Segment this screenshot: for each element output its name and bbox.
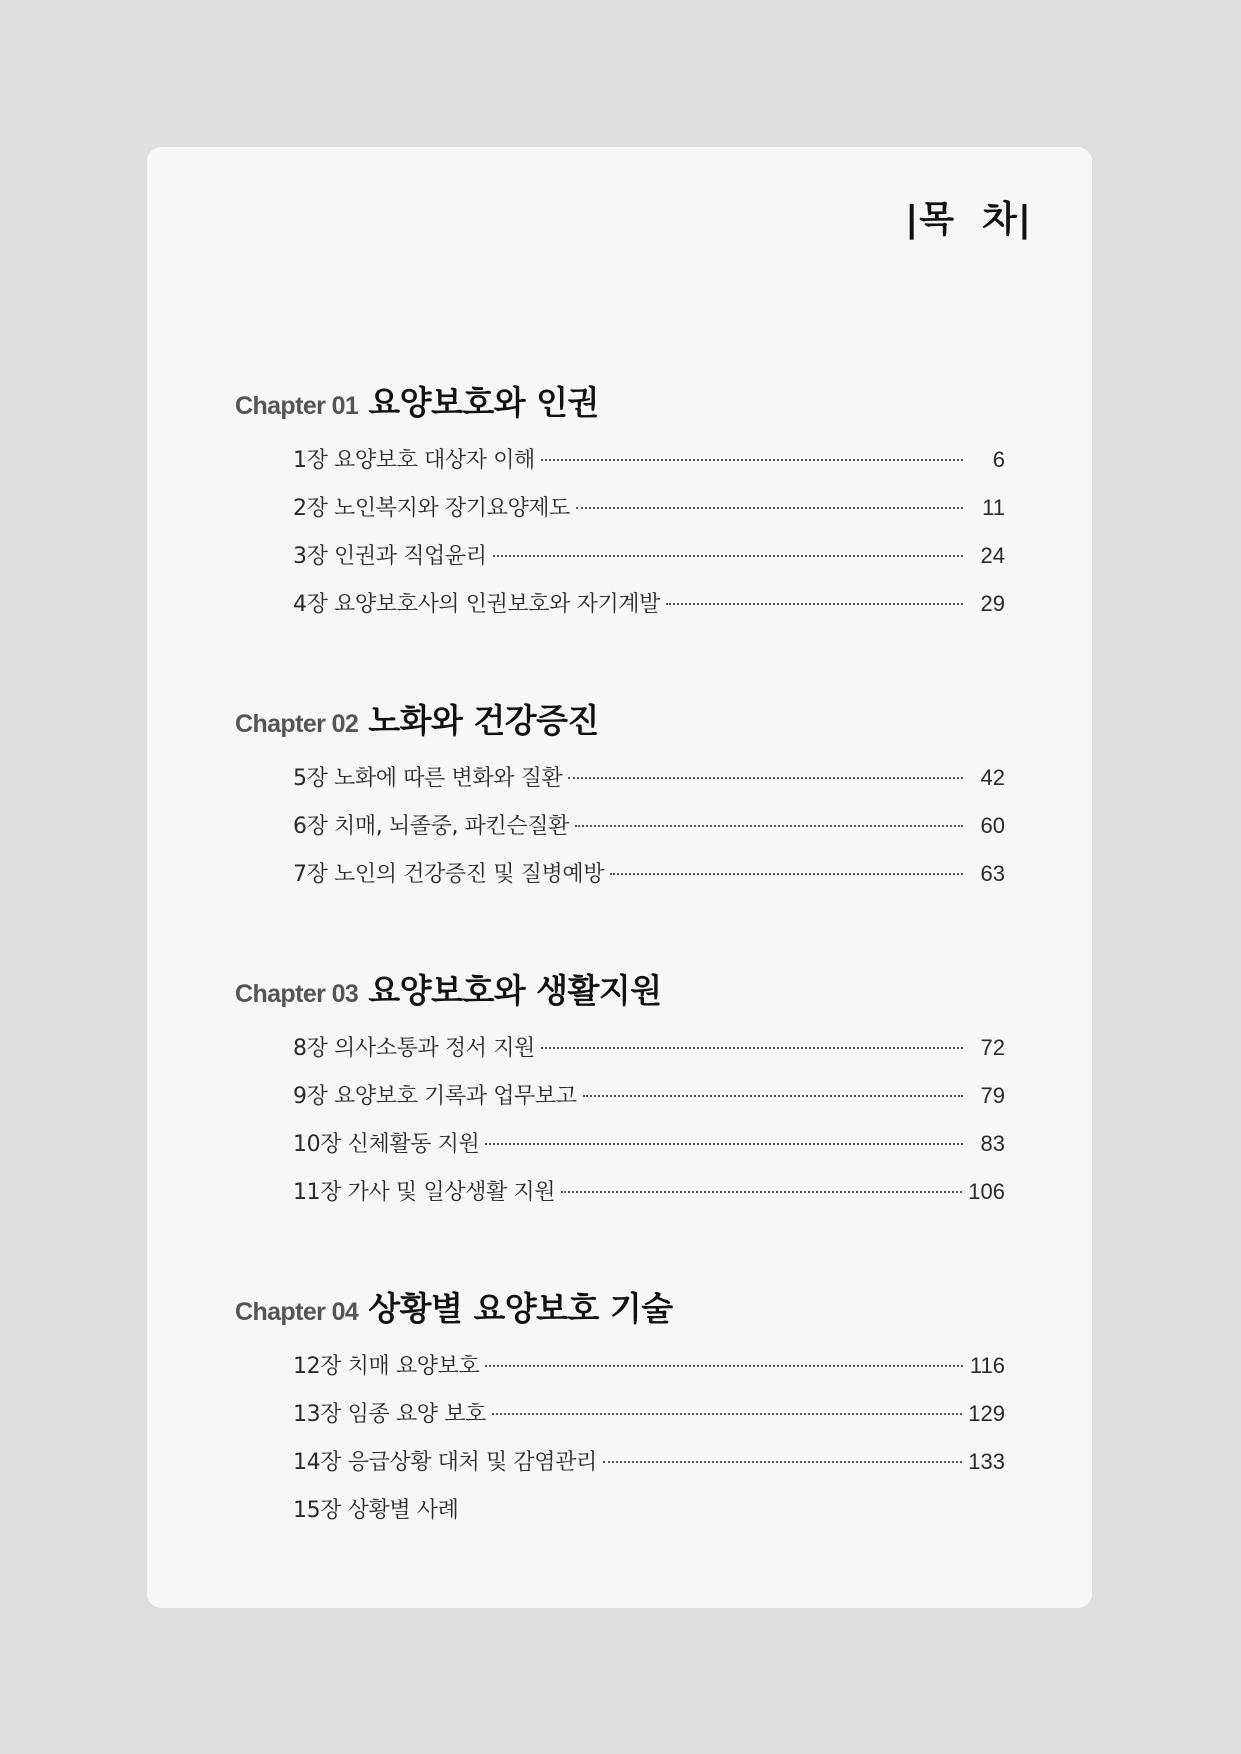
toc-entry[interactable] <box>293 539 1005 587</box>
toc-entry[interactable] <box>293 443 1005 491</box>
chapter-heading <box>235 377 1005 421</box>
entry-title: 1장 요양보호 대상자 이해 <box>293 448 535 473</box>
chapter-title: 요양보호와 인권 <box>368 383 599 422</box>
entry-title: 7장 노인의 건강증진 및 질병예방 <box>293 862 605 887</box>
toc-entry[interactable] <box>293 1031 1005 1079</box>
toc-entry[interactable] <box>293 809 1005 857</box>
chapter-section <box>235 695 1005 905</box>
chapter-label: Chapter 03 <box>235 980 359 1008</box>
dot-leader <box>493 555 963 557</box>
toc-entry[interactable] <box>293 857 1005 905</box>
chapter-section <box>235 965 1005 1223</box>
chapter-title: 상황별 요양보호 기술 <box>368 1289 673 1328</box>
dot-leader <box>485 1143 963 1145</box>
toc-entry[interactable] <box>293 1175 1005 1223</box>
entry-page-number: 29 <box>980 591 1005 616</box>
entry-page-number: 60 <box>980 813 1005 838</box>
dot-leader <box>666 603 963 605</box>
dot-leader <box>575 825 963 827</box>
chapter-label: Chapter 01 <box>235 392 359 420</box>
entry-title: 6장 치매, 뇌졸중, 파킨슨질환 <box>293 814 569 839</box>
entry-page-number: 129 <box>968 1401 1005 1426</box>
dot-leader <box>492 1413 962 1415</box>
chapter-label: Chapter 04 <box>235 1298 359 1326</box>
toc-entry[interactable] <box>293 587 1005 635</box>
toc-entry[interactable] <box>293 1127 1005 1175</box>
entry-page-number: 133 <box>968 1449 1005 1474</box>
entry-title: 9장 요양보호 기록과 업무보고 <box>293 1084 577 1109</box>
entry-page-number: 11 <box>982 495 1005 520</box>
toc-title: |목 차| <box>905 199 1032 240</box>
entry-list <box>235 1349 1005 1541</box>
chapter-heading <box>235 965 1005 1009</box>
chapter-heading <box>235 1283 1005 1327</box>
toc-entry[interactable] <box>293 1493 1005 1541</box>
entry-title: 8장 의사소통과 정서 지원 <box>293 1036 535 1061</box>
chapter-section <box>235 1283 1005 1541</box>
chapter-title: 노화와 건강증진 <box>368 701 599 740</box>
entry-list <box>235 1031 1005 1223</box>
entry-page-number: 63 <box>980 861 1005 886</box>
dot-leader <box>485 1365 963 1367</box>
entry-title: 3장 인권과 직업윤리 <box>293 544 487 569</box>
entry-title: 2장 노인복지와 장기요양제도 <box>293 496 571 521</box>
toc-page <box>147 147 1092 1608</box>
chapter-heading <box>235 695 1005 739</box>
toc-entry[interactable] <box>293 1349 1005 1397</box>
entry-page-number: 6 <box>992 447 1005 472</box>
toc-entry[interactable] <box>293 761 1005 809</box>
dot-leader <box>610 873 963 875</box>
entry-title: 15장 상황별 사례 <box>293 1498 459 1523</box>
dot-leader <box>603 1461 962 1463</box>
dot-leader <box>576 507 963 509</box>
entry-page-number: 116 <box>969 1353 1005 1378</box>
entry-list <box>235 761 1005 905</box>
dot-leader <box>541 1047 963 1049</box>
entry-page-number: 79 <box>980 1083 1005 1108</box>
entry-page-number: 83 <box>980 1131 1005 1156</box>
entry-list <box>235 443 1005 635</box>
dot-leader <box>568 777 963 779</box>
entry-title: 4장 요양보호사의 인권보호와 자기계발 <box>293 592 661 617</box>
toc-entry[interactable] <box>293 1445 1005 1493</box>
entry-title: 5장 노화에 따른 변화와 질환 <box>293 766 563 791</box>
chapter-label: Chapter 02 <box>235 710 359 738</box>
entry-title: 11장 가사 및 일상생활 지원 <box>293 1180 556 1205</box>
entry-page-number: 42 <box>980 765 1005 790</box>
entry-page-number: 24 <box>980 543 1005 568</box>
entry-page-number: 106 <box>968 1179 1005 1204</box>
dot-leader <box>583 1095 963 1097</box>
entry-title: 13장 임종 요양 보호 <box>293 1402 486 1427</box>
entry-page-number: 72 <box>980 1035 1005 1060</box>
toc-entry[interactable] <box>293 491 1005 539</box>
chapter-list <box>235 377 1005 1601</box>
entry-title: 14장 응급상황 대처 및 감염관리 <box>293 1450 597 1475</box>
chapter-title: 요양보호와 생활지원 <box>368 971 662 1010</box>
dot-leader <box>561 1191 962 1193</box>
chapter-section <box>235 377 1005 635</box>
dot-leader <box>541 459 963 461</box>
entry-title: 12장 치매 요양보호 <box>293 1354 480 1379</box>
toc-entry[interactable] <box>293 1079 1005 1127</box>
toc-entry[interactable] <box>293 1397 1005 1445</box>
entry-title: 10장 신체활동 지원 <box>293 1132 480 1157</box>
